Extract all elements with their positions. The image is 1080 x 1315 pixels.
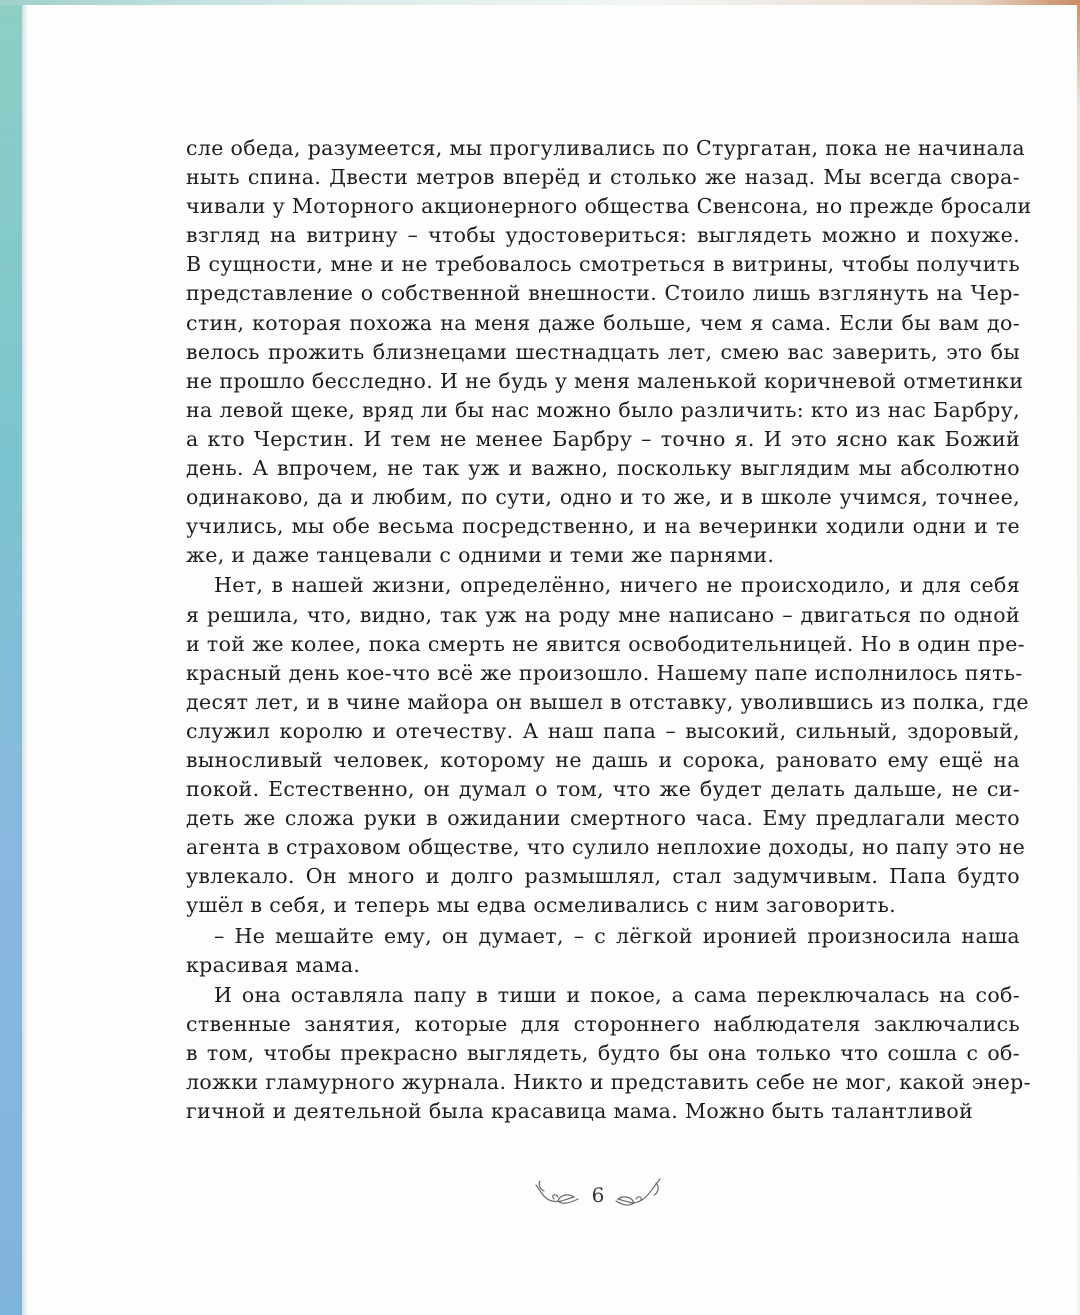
- text-line: а кто Черстин. И тем не менее Барбру – точно я. И это ясно как Божий: [186, 426, 1020, 451]
- text-line: и той же колее, пока смерть не явится освободительницей. Но в один пре-: [186, 631, 1025, 656]
- text-line: служил королю и отечеству. А наш папа – высокий, сильный, здоровый,: [186, 718, 1020, 743]
- text-line: – Не мешайте ему, он думает, – с лёгкой иронией произносила наша: [214, 923, 1020, 948]
- page-footer: [528, 1175, 668, 1215]
- paragraph: [186, 981, 1031, 1126]
- page-edge-shadow: [22, 0, 28, 1315]
- text-line: представление о собственной внешности. Стоило лишь взглянуть на Чер-: [186, 281, 1020, 306]
- text-line: ушёл в себя, и теперь мы едва осмеливались с ним заговорить.: [186, 893, 896, 918]
- text-line: в том, чтобы прекрасно выглядеть, будто бы она только что сошла с об-: [186, 1040, 1020, 1065]
- text-line: В сущности, мне и не требовалось смотреться в витрины, чтобы получить: [186, 252, 1020, 277]
- text-line: сле обеда, разумеется, мы прогуливались по Стургатан, пока не начинала: [186, 136, 1025, 160]
- text-line: агента в страховом обществе, что сулило неплохие доходы, но папу это не: [186, 835, 1026, 860]
- text-line: десят лет, и в чине майора он вышел в отставку, уволившись из полка, где: [186, 689, 1029, 714]
- page-top-edge: [0, 0, 1080, 5]
- text-line: же, и даже танцевали с одними и теми же парнями.: [186, 543, 775, 568]
- text-line: деть же сложа руки в ожидании смертного часа. Ему предлагали место: [186, 806, 1020, 831]
- text-line: увлекало. Он много и долго размышлял, стал задумчивым. Папа будто: [186, 864, 1020, 889]
- text-line: красивая мама.: [186, 952, 361, 977]
- paragraph: [186, 571, 1029, 920]
- text-line: гичной и деятельной была красавица мама. Можно быть талантливой: [186, 1099, 974, 1124]
- text-line: одинаково, да и любим, по сути, одно и то же, и в школе учимся, точнее,: [186, 485, 1020, 510]
- text-line: ственные занятия, которые для стороннего наблюдателя заключались: [186, 1011, 1020, 1036]
- text-line: велось прожить близнецами шестнадцать лет, смею вас заверить, это бы: [186, 339, 1020, 364]
- text-line: ныть спина. Двести метров вперёд и столько же назад. Мы всегда свора-: [186, 165, 1020, 190]
- text-line: покой. Естественно, он думал о том, что же будет делать дальше, не си-: [186, 777, 1020, 802]
- paragraph: [186, 134, 1032, 570]
- page-number: 6: [591, 1183, 605, 1207]
- text-line: не прошло бесследно. И не будь у меня маленькой коричневой отметинки: [186, 368, 1024, 393]
- text-line: на левой щеке, вряд ли бы нас можно было различить: кто из нас Барбру,: [186, 397, 1020, 422]
- text-line: я решила, что, видно, так уж на роду мне написано – двигаться по одной: [186, 602, 1020, 627]
- text-line: ложки гламурного журнала. Никто и представить себе не мог, какой энер-: [186, 1070, 1031, 1094]
- text-line: взгляд на витрину – чтобы удостовериться: выглядеть можно и похуже.: [186, 223, 1020, 248]
- body-text: [186, 134, 1032, 1126]
- text-line: день. А впрочем, не так уж и важно, поскольку выглядим мы абсолютно: [186, 456, 1020, 481]
- paragraph: [186, 922, 1020, 980]
- text-line: стин, которая похожа на меня даже больше, чем я сама. Если бы вам до-: [186, 310, 1020, 335]
- text-line: красный день кое-что всё же произошло. Нашему папе исполнилось пять-: [186, 660, 1023, 685]
- text-line: выносливый человек, которому не дашь и сорока, рановато ему ещё на: [186, 747, 1020, 772]
- text-line: учились, мы обе весьма посредственно, и на вечеринки ходили одни и те: [186, 514, 1020, 539]
- text-line: чивали у Моторного акционерного общества Свенсона, но прежде бросали: [186, 194, 1032, 219]
- page-left-edge-decoration: [0, 0, 22, 1315]
- text-line: Нет, в нашей жизни, определённо, ничего не происходило, и для себя: [214, 573, 1020, 598]
- text-line: И она оставляла папу в тиши и покое, а сама переключалась на соб-: [214, 982, 1020, 1007]
